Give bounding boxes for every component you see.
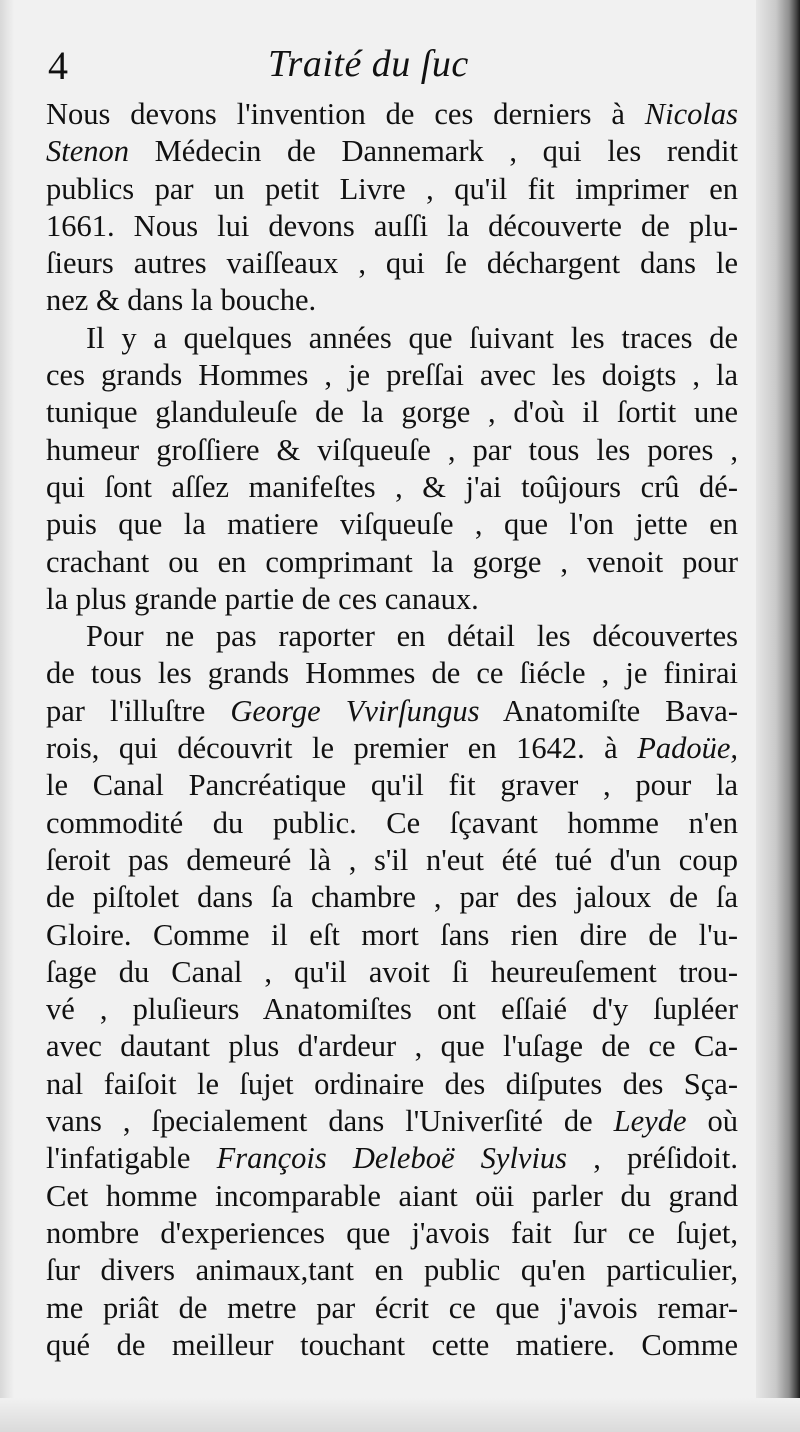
text-segment: la plus grande partie de ces canaux. bbox=[46, 581, 479, 616]
text-line bbox=[46, 954, 738, 991]
text-segment: de tous les grands Hommes de ce ſiécle , je finirai bbox=[46, 656, 738, 691]
text-segment: avec dautant plus d'ardeur , que l'uſage de ce Ca- bbox=[46, 1029, 738, 1064]
text-line bbox=[46, 1066, 738, 1103]
text-line bbox=[46, 96, 738, 133]
text-segment: Pour ne pas raporter en détail les découvertes bbox=[86, 619, 738, 654]
text-segment: Nous devons l'invention de ces derniers à bbox=[46, 97, 645, 131]
text-segment: humeur groſſiere & viſqueuſe , par tous les pores , bbox=[46, 432, 738, 467]
text-segment: ſur divers animaux,tant en public qu'en particulier, bbox=[46, 1253, 738, 1288]
text-line bbox=[46, 767, 738, 804]
text-segment: le Canal Pancréatique qu'il fit graver , pour la bbox=[46, 768, 738, 803]
text-segment: nez & dans la bouche. bbox=[46, 283, 317, 318]
text-line bbox=[46, 469, 738, 506]
text-line bbox=[46, 1290, 738, 1327]
text-segment: rois, qui découvrit le premier en 1642. à bbox=[46, 731, 638, 766]
text-segment: ſieurs autres vaiſſeaux , qui ſe déchargent dans le bbox=[46, 246, 738, 281]
text-line bbox=[46, 581, 738, 618]
text-segment: ſage du Canal , qu'il avoit ſi heureuſement trou- bbox=[46, 954, 738, 989]
text-line bbox=[46, 1178, 738, 1215]
text-line bbox=[46, 730, 738, 767]
text-segment: Médecin de Dannemark , qui les rendit bbox=[129, 134, 738, 169]
italic-name: Stenon bbox=[46, 134, 130, 169]
text-line bbox=[46, 693, 738, 730]
text-line bbox=[46, 917, 738, 954]
text-segment: vé , pluſieurs Anatomiſtes ont eſſaié d'y ſupléer bbox=[46, 992, 738, 1027]
text-line bbox=[46, 1028, 738, 1065]
text-segment: nombre d'experiences que j'avois fait ſur ce ſujet, bbox=[46, 1215, 738, 1250]
italic-name: Nicolas bbox=[644, 97, 738, 131]
text-line bbox=[46, 282, 738, 319]
text-line bbox=[46, 506, 738, 543]
text-segment: tunique glanduleuſe de la gorge , d'où il ſortit une bbox=[46, 395, 738, 430]
text-line bbox=[46, 432, 738, 469]
text-segment: par l'illuſtre bbox=[46, 693, 231, 728]
text-line bbox=[46, 842, 738, 879]
text-line bbox=[46, 208, 738, 245]
text-line bbox=[46, 320, 738, 357]
page-number: 4 bbox=[48, 43, 68, 88]
text-line bbox=[46, 171, 738, 208]
text-segment: puis que la matiere viſqueuſe , que l'on jette en bbox=[46, 507, 738, 542]
text-segment: Anatomiſte Bava- bbox=[479, 693, 738, 728]
text-segment: l'infatigable bbox=[46, 1141, 217, 1176]
text-segment: qui ſont aſſez manifeſtes , & j'ai toûjours crû dé- bbox=[46, 469, 738, 504]
text-segment: publics par un petit Livre , qu'il fit imprimer en bbox=[46, 171, 738, 206]
text-line bbox=[46, 357, 738, 394]
page-header bbox=[48, 40, 728, 92]
running-title: Traité du ſuc bbox=[268, 43, 469, 85]
text-segment: 1661. Nous lui devons auſſi la découverte de plu- bbox=[46, 208, 738, 243]
text-segment: Cet homme incomparable aiant oüi parler du grand bbox=[46, 1178, 738, 1213]
page-left-edge bbox=[0, 0, 14, 1432]
text-segment: qué de meilleur touchant cette matiere. Comme bbox=[46, 1327, 738, 1362]
italic-name: François Deleboë Sylvius bbox=[216, 1141, 568, 1176]
text-segment: ces grands Hommes , je preſſai avec les doigts , la bbox=[46, 358, 738, 393]
text-line bbox=[46, 394, 738, 431]
text-line bbox=[46, 133, 738, 170]
text-line bbox=[46, 1140, 738, 1177]
text-line bbox=[46, 655, 738, 692]
text-line bbox=[46, 805, 738, 842]
italic-name: Leyde bbox=[613, 1104, 687, 1139]
text-segment: , préſidoit. bbox=[567, 1141, 738, 1176]
text-line bbox=[46, 991, 738, 1028]
italic-name: Padoüe, bbox=[637, 731, 738, 766]
text-line bbox=[46, 1252, 738, 1289]
text-segment: commodité du public. Ce ſçavant homme n'en bbox=[46, 805, 738, 840]
text-segment: me priât de metre par écrit ce que j'avois remar- bbox=[46, 1290, 738, 1325]
body-text bbox=[46, 96, 738, 1364]
italic-name: George Vvirſungus bbox=[230, 693, 480, 728]
text-line bbox=[46, 1103, 738, 1140]
text-segment: Il y a quelques années que ſuivant les traces de bbox=[86, 320, 738, 355]
text-line bbox=[46, 544, 738, 581]
text-segment: crachant ou en comprimant la gorge , venoit pour bbox=[46, 544, 738, 579]
text-line bbox=[46, 879, 738, 916]
text-segment: ſeroit pas demeuré là , s'il n'eut été tué d'un coup bbox=[46, 842, 738, 877]
text-line bbox=[46, 245, 738, 282]
text-segment: vans , ſpecialement dans l'Univerſité de bbox=[46, 1104, 614, 1139]
book-gutter-shadow bbox=[756, 0, 800, 1432]
text-line bbox=[46, 1327, 738, 1364]
text-line bbox=[46, 618, 738, 655]
text-line bbox=[46, 1215, 738, 1252]
text-segment: Gloire. Comme il eſt mort ſans rien dire de l'u- bbox=[46, 917, 738, 952]
text-segment: nal faiſoit le ſujet ordinaire des diſputes des Sça- bbox=[46, 1066, 738, 1101]
text-segment: de piſtolet dans ſa chambre , par des jaloux de ſa bbox=[46, 880, 738, 915]
page-bottom-edge bbox=[0, 1398, 800, 1432]
text-segment: où bbox=[686, 1104, 738, 1139]
